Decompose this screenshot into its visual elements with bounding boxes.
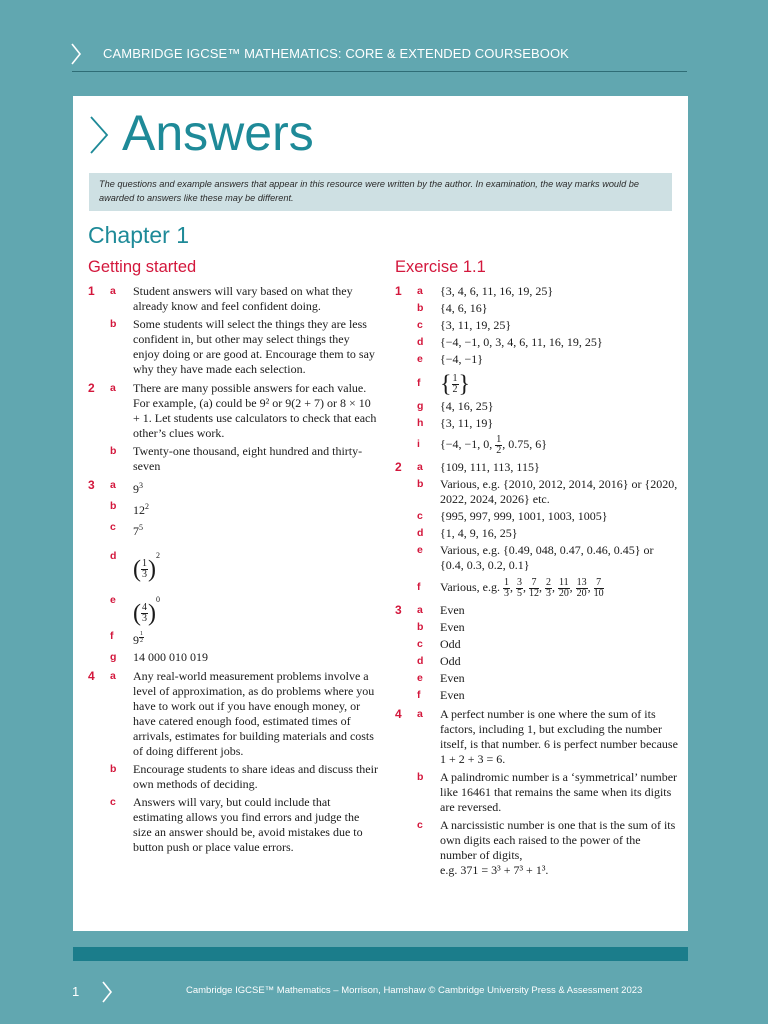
- answer-part: d {−4, −1, 0, 3, 4, 6, 11, 16, 19, 25}: [417, 335, 603, 349]
- answer-text: Twenty-one thousand, eight hundred and thirty-seven: [133, 444, 363, 473]
- answer-part: b Encourage students to share ideas and discuss their own methods of deciding.: [110, 762, 378, 791]
- answer-part: b $12^2$: [110, 500, 149, 517]
- question-2: [395, 460, 680, 599]
- exercise-column: [395, 258, 680, 882]
- answer-part: c {995, 997, 999, 1001, 1003, 1005}: [417, 508, 608, 523]
- answer-part: b {4, 6, 16}: [417, 301, 488, 315]
- question-1: [88, 284, 378, 377]
- question-1: [395, 284, 680, 456]
- chapter-title: Chapter 1: [88, 222, 190, 248]
- fraction: $\frac{11}{20}$: [558, 576, 569, 599]
- header-title: CAMBRIDGE IGCSE™ MATHEMATICS: CORE & EXTENDED COURSEBOOK: [103, 46, 569, 61]
- section-title: Exercise 1.1: [395, 258, 486, 276]
- question-4: [88, 669, 378, 855]
- answer-part: d {1, 4, 9, 16, 25}: [417, 525, 518, 540]
- answer-part: d ( $\frac{1}{3}$ )$^2$: [110, 550, 160, 583]
- answer-part: f Even: [417, 687, 465, 702]
- answer-part: a {109, 111, 113, 115}: [417, 459, 540, 474]
- answer-text: Some students will select the things they are less confident in, but other may select things they enjoy doing or are good at. Encourage them to say why they have made each selection.: [133, 317, 375, 376]
- header-divider: [72, 71, 687, 72]
- chevron-right-icon: [88, 116, 110, 154]
- answer-part: c Answers will vary, but could include that estimating allows you find errors and judge the size an answer should be, avoid mistakes due to button push or place value errors.: [110, 795, 363, 854]
- answer-page: [73, 96, 688, 931]
- answer-part: b Various, e.g. {2010, 2012, 2014, 2016} or {2020, 2022, 2024, 2026} etc.: [417, 476, 678, 506]
- answer-part: a There are many possible answers for each value. For example, (a) could be 9² or 9(2 + 7) or 8 × 10 + 1. Let students use calculators to check that each other’s clues work.: [110, 381, 377, 440]
- chevron-right-icon: [101, 981, 113, 1003]
- question-2: [88, 381, 378, 474]
- answer-text: Any real-world measurement problems involve a level of approximation, as do problems where you have to work out if you have enough money, or have catered enough food, estimated times of arrivals, estimates for building materials and costs of doing different jobs.: [133, 669, 375, 758]
- answer-part: e ( $\frac{4}{3}$ )$^0$: [110, 594, 160, 627]
- answer-part: e Various, e.g. {0.49, 048, 0.47, 0.46, 0.45} or {0.4, 0.3, 0.2, 0.1}: [417, 542, 654, 572]
- answer-part: a Student answers will vary based on what they already know and feel confident doing.: [110, 284, 353, 313]
- question-3: [88, 478, 378, 665]
- question-number: 3: [88, 478, 95, 492]
- answer-part: c $7^5$: [110, 521, 143, 538]
- fraction: $\frac{13}{20}$: [576, 576, 587, 599]
- question-number: 4: [88, 669, 95, 683]
- answer-text: Student answers will vary based on what they already know and feel confident doing.: [133, 284, 353, 313]
- answer-text: There are many possible answers for each value. For example, (a) could be 9² or 9(2 + 7) or 8 × 10 + 1. Let students use calculators to check that each other’s clues work.: [133, 381, 377, 440]
- answer-part: a $9^3$: [110, 479, 143, 496]
- footer-band: [73, 947, 688, 961]
- page-number: 1: [72, 984, 80, 999]
- question-4: [395, 707, 680, 878]
- getting-started-column: [88, 258, 378, 859]
- answer-part: e Even: [417, 670, 465, 685]
- answer-text: Answers will vary, but could include that estimating allows you find errors and judge the size an answer should be, avoid mistakes due to button push or place value errors.: [133, 795, 363, 854]
- answer-text: 14 000 010 019: [133, 650, 208, 664]
- answer-part: f Various, e.g. $\frac{1}{3}$ , $\frac{3}{5}$ , $\frac{7}{12}$ , $\frac{2}{3}$ , $\frac{11}{20}$ , $\frac{13}{20}$ , $\frac{7}{10}$: [417, 576, 604, 599]
- fraction-list: $\frac{1}{3}$ , $\frac{3}{5}$ , $\frac{7}{12}$ , $\frac{2}{3}$ , $\frac{11}{20}$ , $\frac{13}{20}$ , $\frac{7}{10}$: [504, 576, 604, 599]
- answer-part: a A perfect number is one where the sum of its factors, including 1, but excluding the number itself, is that number. 6 is perfect number because 1 + 2 + 3 = 6.: [417, 706, 678, 766]
- page-header: [0, 0, 768, 72]
- answer-part: c A narcissistic number is one that is the sum of its own digits each raised to the power of the number of digits, e.g. 371 = 3³ + 7³ + 1³.: [417, 817, 676, 877]
- answer-part: b Twenty-one thousand, eight hundred and thirty-seven: [110, 444, 363, 473]
- fraction: $\frac{1}{3}$: [504, 576, 509, 599]
- answer-part: h {3, 11, 19}: [417, 416, 494, 430]
- section-title: Getting started: [88, 258, 197, 276]
- question-number: 3: [395, 602, 402, 617]
- answer-part: i {−4, −1, 0, $\frac{1}{2}$ , 0.75, 6}: [417, 433, 548, 456]
- answer-part: c Odd: [417, 636, 461, 651]
- answer-part: g 14 000 010 019: [110, 650, 208, 664]
- fraction: $\frac{3}{5}$: [517, 576, 522, 599]
- answer-part: a {3, 4, 6, 11, 16, 19, 25}: [417, 284, 554, 298]
- answer-part: d Odd: [417, 653, 461, 668]
- answer-part: c {3, 11, 19, 25}: [417, 318, 512, 332]
- answer-part: e {−4, −1}: [417, 352, 484, 366]
- question-number: 1: [88, 284, 95, 298]
- chevron-right-icon: [70, 43, 82, 65]
- fraction: $\frac{2}{3}$: [546, 576, 551, 599]
- question-number: 1: [395, 284, 402, 298]
- author-note: The questions and example answers that appear in this resource were written by the author. In examination, the way marks would be awarded to answers like these may be different.: [89, 173, 672, 211]
- fraction: $\frac{7}{10}$: [593, 576, 604, 599]
- answer-part: b Some students will select the things they are less confident in, but other may select things they enjoy doing or are good at. Encourage them to say why they have made each selection.: [110, 317, 375, 376]
- question-3: [395, 603, 680, 703]
- answer-part: f { $\frac{1}{2}$ }: [417, 371, 471, 398]
- question-number: 4: [395, 706, 402, 721]
- answer-part: b A palindromic number is a ‘symmetrical’ number like 16461 that remains the same when its digits are reversed.: [417, 769, 678, 814]
- answer-part: f 9 $^{\frac{1}{2}}$: [110, 630, 143, 647]
- fraction: $\frac{7}{12}$: [529, 576, 539, 599]
- question-number: 2: [395, 459, 402, 474]
- footer-credit: Cambridge IGCSE™ Mathematics – Morrison, Hamshaw © Cambridge University Press & Assessment 2023: [186, 985, 643, 996]
- answer-part: g {4, 16, 25}: [417, 399, 494, 413]
- answer-part: b Even: [417, 619, 465, 634]
- answer-text: Encourage students to share ideas and discuss their own methods of deciding.: [133, 762, 378, 791]
- answer-part: a Any real-world measurement problems involve a level of approximation, as do problems where you have to work out if you have enough money, or have catered enough food, estimated times of arrivals, estimates for building materials and costs of doing different jobs.: [110, 669, 375, 758]
- question-number: 2: [88, 381, 95, 395]
- page-title: Answers: [122, 105, 314, 161]
- answer-part: a Even: [417, 602, 465, 617]
